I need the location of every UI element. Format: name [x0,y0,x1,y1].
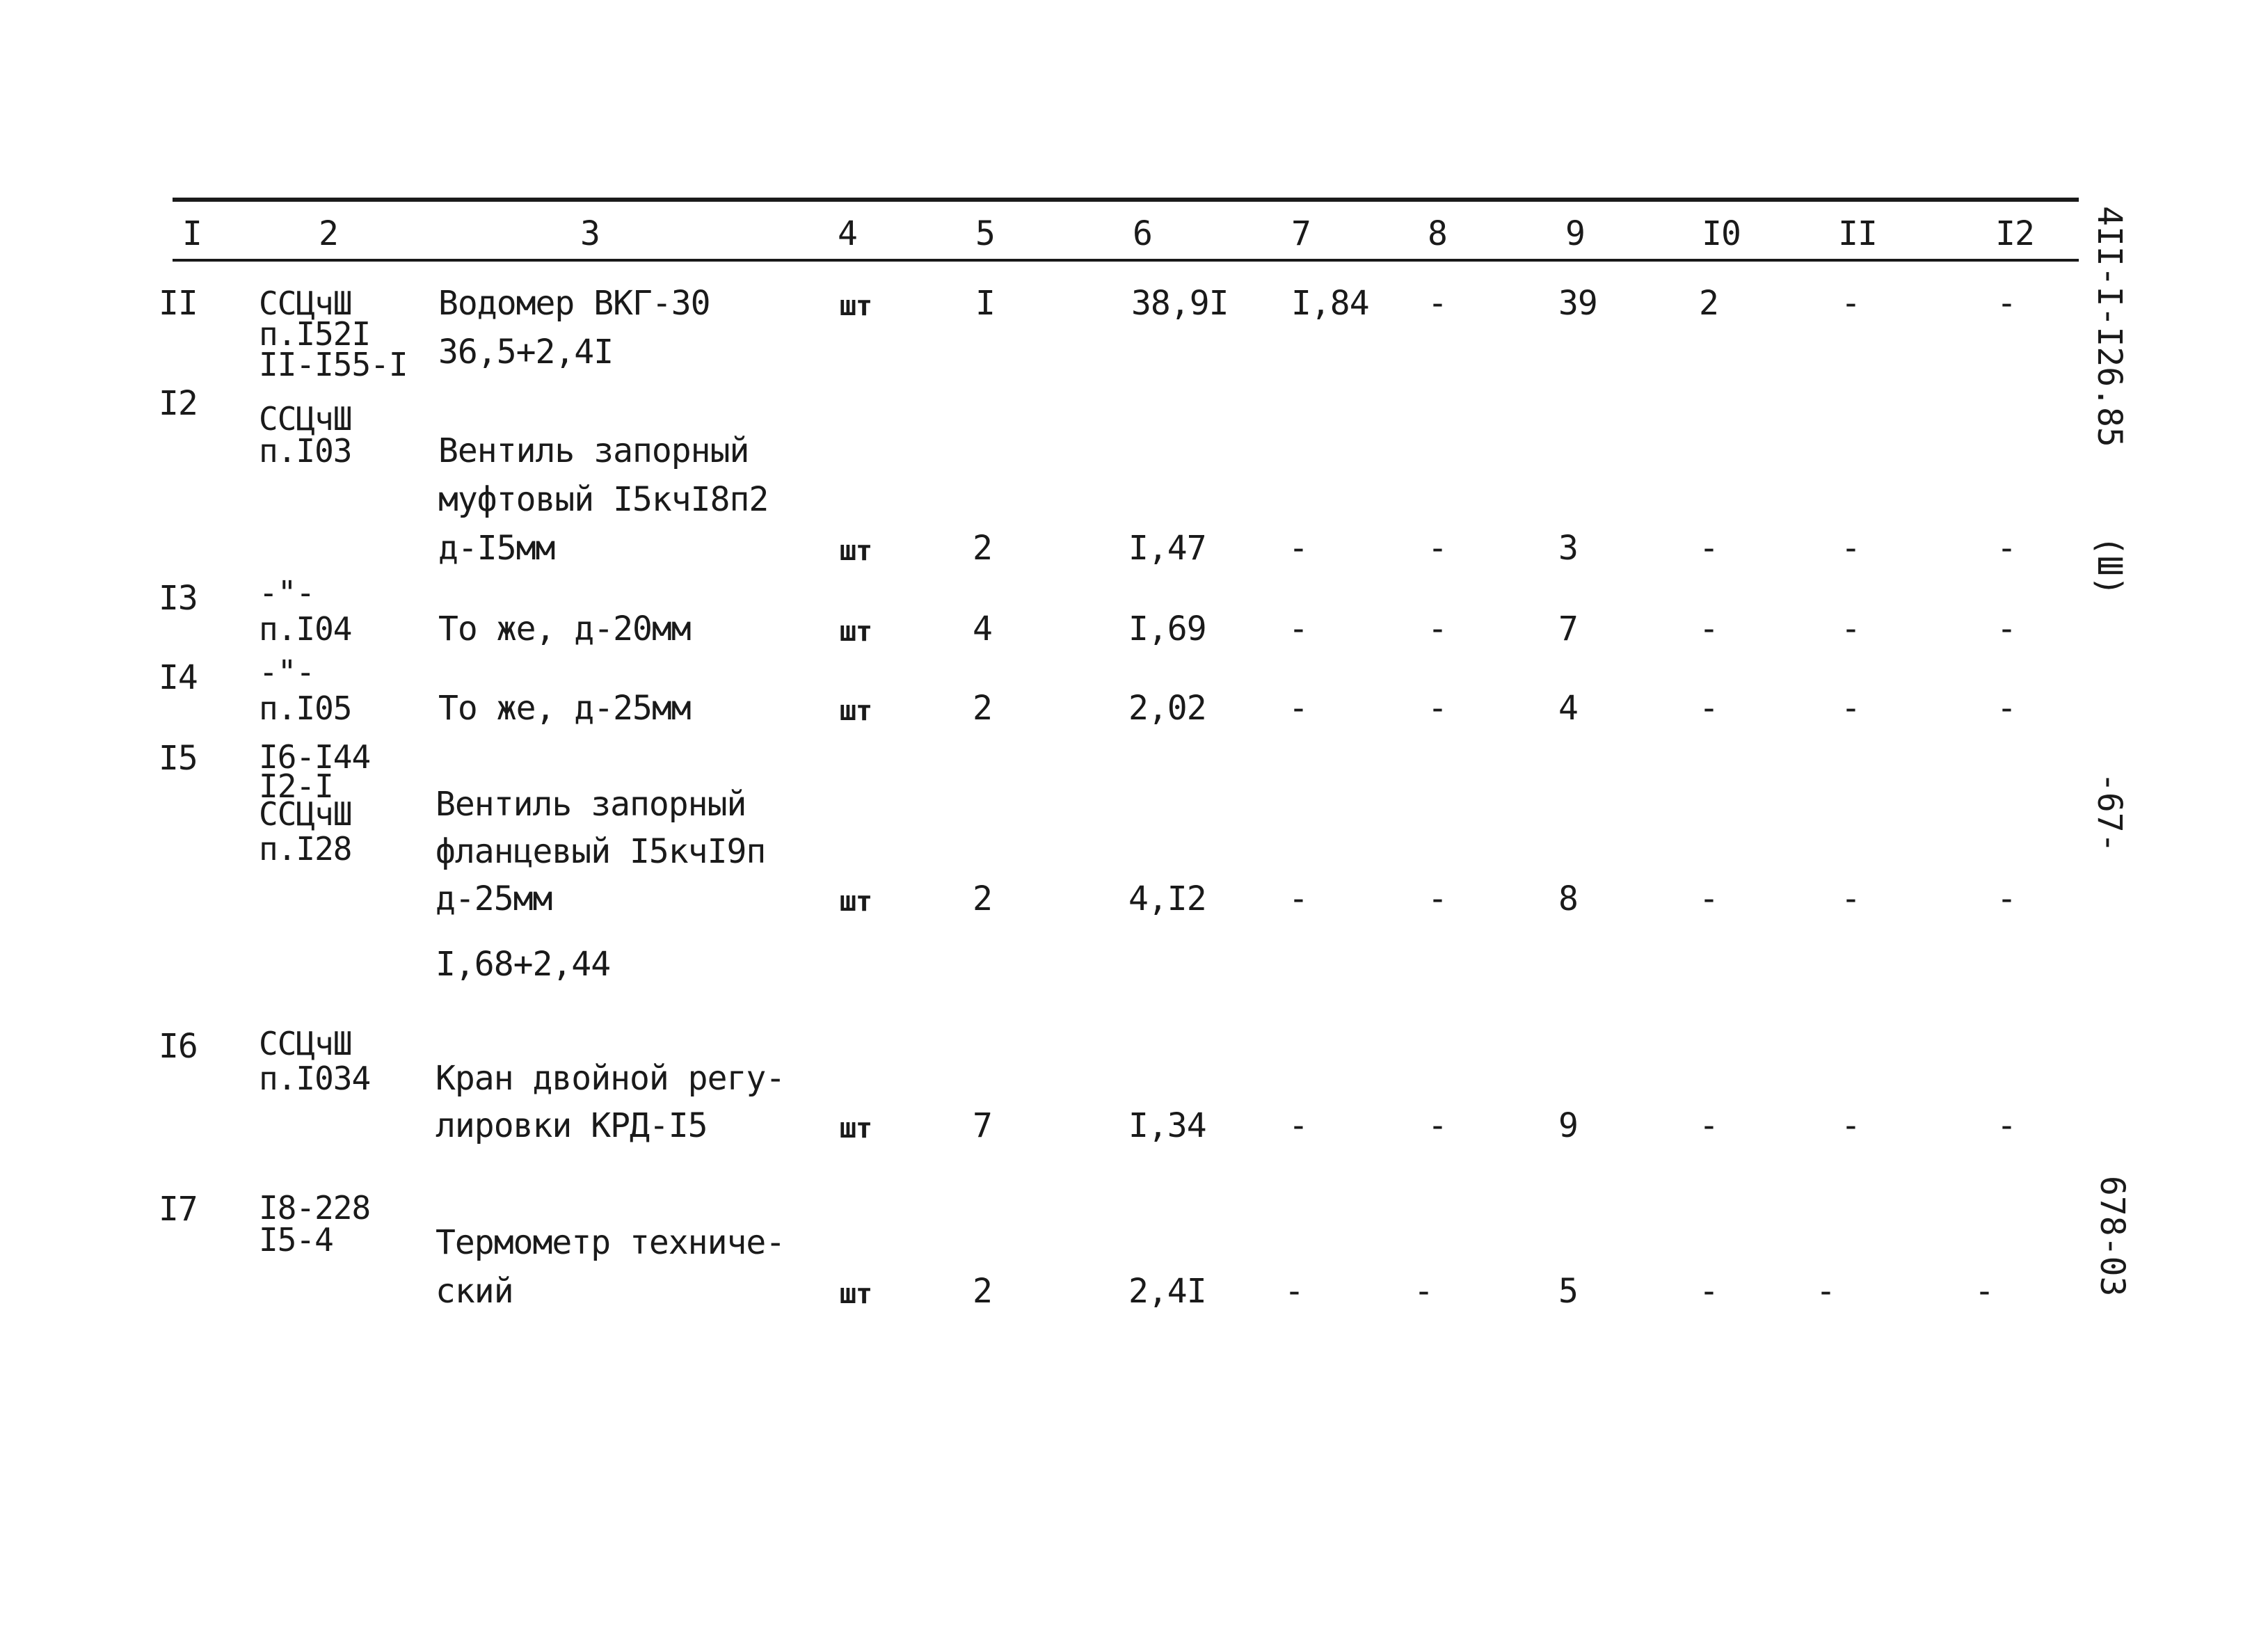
col-7-value: - [1288,879,1308,918]
unit: шт [839,616,872,648]
col-8-value: - [1428,284,1447,323]
header-bottom-rule [173,259,2079,262]
quantity: 2 [973,1272,992,1311]
header-col-9: 9 [1565,214,1585,253]
item-name-line: Вентиль запорный [438,431,749,470]
item-name-line: ский [436,1272,513,1311]
row-number: II [159,284,198,323]
unit: шт [839,535,872,567]
col-6-value: I,47 [1128,529,1206,568]
header-col-8: 8 [1428,214,1447,253]
col-11-value: - [1816,1272,1835,1311]
col-8-value: - [1428,689,1447,728]
item-name-line: Вентиль запорный [436,785,746,824]
col-9-value: 7 [1558,609,1578,648]
row-number: I6 [159,1027,198,1066]
col-11-value: - [1841,284,1860,323]
quantity: I [975,284,995,323]
reference-line: ССЦчШ [259,1025,352,1062]
section-mark: (Ш) [2090,536,2129,596]
header-col-7: 7 [1291,214,1311,253]
col-7-value: - [1288,1106,1308,1145]
reference-line: -"- [259,653,315,691]
header-col-6: 6 [1133,214,1152,253]
reference-line: -"- [259,574,315,612]
item-name-line: То же, д-20мм [438,609,691,648]
unit: шт [839,290,872,322]
col-12-value: - [1997,689,2016,728]
unit: шт [839,1112,872,1144]
col-11-value: - [1841,689,1860,728]
item-name-line: Кран двойной регу- [436,1059,785,1098]
reference-line: I6-I44 [259,738,371,776]
reference-line: I8-228 [259,1189,371,1227]
reference-line: I5-4 [259,1221,333,1259]
item-name-line: Термометр техниче- [436,1223,785,1262]
reference-line: п.I04 [259,610,352,648]
col-8-value: - [1428,529,1447,568]
col-12-value: - [1997,879,2016,918]
item-name-line: лировки КРД-I5 [436,1106,708,1145]
col-12-value: - [1997,529,2016,568]
col-9-value: 4 [1558,689,1578,728]
col-9-value: 3 [1558,529,1578,568]
item-name-line: Водомер ВКГ-30 [438,284,710,323]
col-7-value: - [1284,1272,1304,1311]
col-9-value: 39 [1558,284,1597,323]
col-9-value: 8 [1558,879,1578,918]
col-12-value: - [1997,609,2016,648]
item-name-line: муфтовый I5кчI8п2 [438,480,769,519]
header-col-12: I2 [1995,214,2034,253]
header-col-2: 2 [319,214,338,253]
col-6-value: 38,9I [1131,284,1229,323]
quantity: 4 [973,609,992,648]
col-11-value: - [1841,609,1860,648]
item-name-line: д-25мм [436,879,552,918]
header-col-4: 4 [838,214,857,253]
quantity: 2 [973,879,992,918]
col-9-value: 9 [1558,1106,1578,1145]
item-name-line: I,68+2,44 [436,945,611,984]
col-10-value: - [1699,1272,1718,1311]
reference-line: п.I03 [259,432,352,470]
reference-line: II-I55-I [259,346,408,383]
col-6-value: I,34 [1128,1106,1206,1145]
col-8-value: - [1428,609,1447,648]
row-number: I3 [159,579,198,618]
unit: шт [839,695,872,727]
header-top-rule [173,198,2079,202]
item-name-line: д-I5мм [438,529,555,568]
item-name-line: То же, д-25мм [438,689,691,728]
col-12-value: - [1997,1106,2016,1145]
header-col-10: I0 [1702,214,1741,253]
col-8-value: - [1414,1272,1433,1311]
col-12-value: - [1997,284,2016,323]
col-7-value: - [1288,609,1308,648]
unit: шт [839,886,872,918]
quantity: 2 [973,689,992,728]
col-7-value: I,84 [1291,284,1369,323]
reference-line: ССЦчШ [259,400,352,438]
item-name-line: фланцевый I5кчI9п [436,832,766,871]
reference-line: п.I034 [259,1060,371,1097]
reference-line: ССЦчШ [259,795,352,833]
col-10-value: - [1699,529,1718,568]
item-name-line: 36,5+2,4I [438,333,614,372]
quantity: 2 [973,529,992,568]
col-7-value: - [1288,529,1308,568]
col-12-value: - [1974,1272,1994,1311]
quantity: 7 [973,1106,992,1145]
col-11-value: - [1841,1106,1860,1145]
header-col-1: I [182,214,202,253]
unit: шт [839,1278,872,1310]
sheet-number: 678-03 [2093,1176,2132,1297]
reference-line: п.I05 [259,689,352,727]
col-6-value: I,69 [1128,609,1206,648]
reference-line: п.I28 [259,830,352,868]
reference-line: п.I52I [259,315,371,353]
col-6-value: 2,02 [1128,689,1206,728]
header-col-3: 3 [580,214,600,253]
col-6-value: 2,4I [1128,1272,1206,1311]
row-number: I4 [159,658,198,697]
reference-line: ССЦчШ [259,285,352,322]
col-10-value: - [1699,1106,1718,1145]
reference-line: I2-I [259,767,333,805]
header-col-11: II [1838,214,1877,253]
col-8-value: - [1428,1106,1447,1145]
row-number: I7 [159,1190,198,1229]
col-11-value: - [1841,529,1860,568]
col-10-value: - [1699,689,1718,728]
header-col-5: 5 [975,214,995,253]
col-9-value: 5 [1558,1272,1578,1311]
col-10-value: - [1699,879,1718,918]
col-10-value: 2 [1699,284,1718,323]
row-number: I2 [159,384,198,423]
document-code: 4II-I-I26.85 [2090,206,2129,447]
col-8-value: - [1428,879,1447,918]
col-6-value: 4,I2 [1128,879,1206,918]
row-number: I5 [159,739,198,778]
col-10-value: - [1699,609,1718,648]
page-number: -67- [2090,772,2129,853]
col-11-value: - [1841,879,1860,918]
col-7-value: - [1288,689,1308,728]
